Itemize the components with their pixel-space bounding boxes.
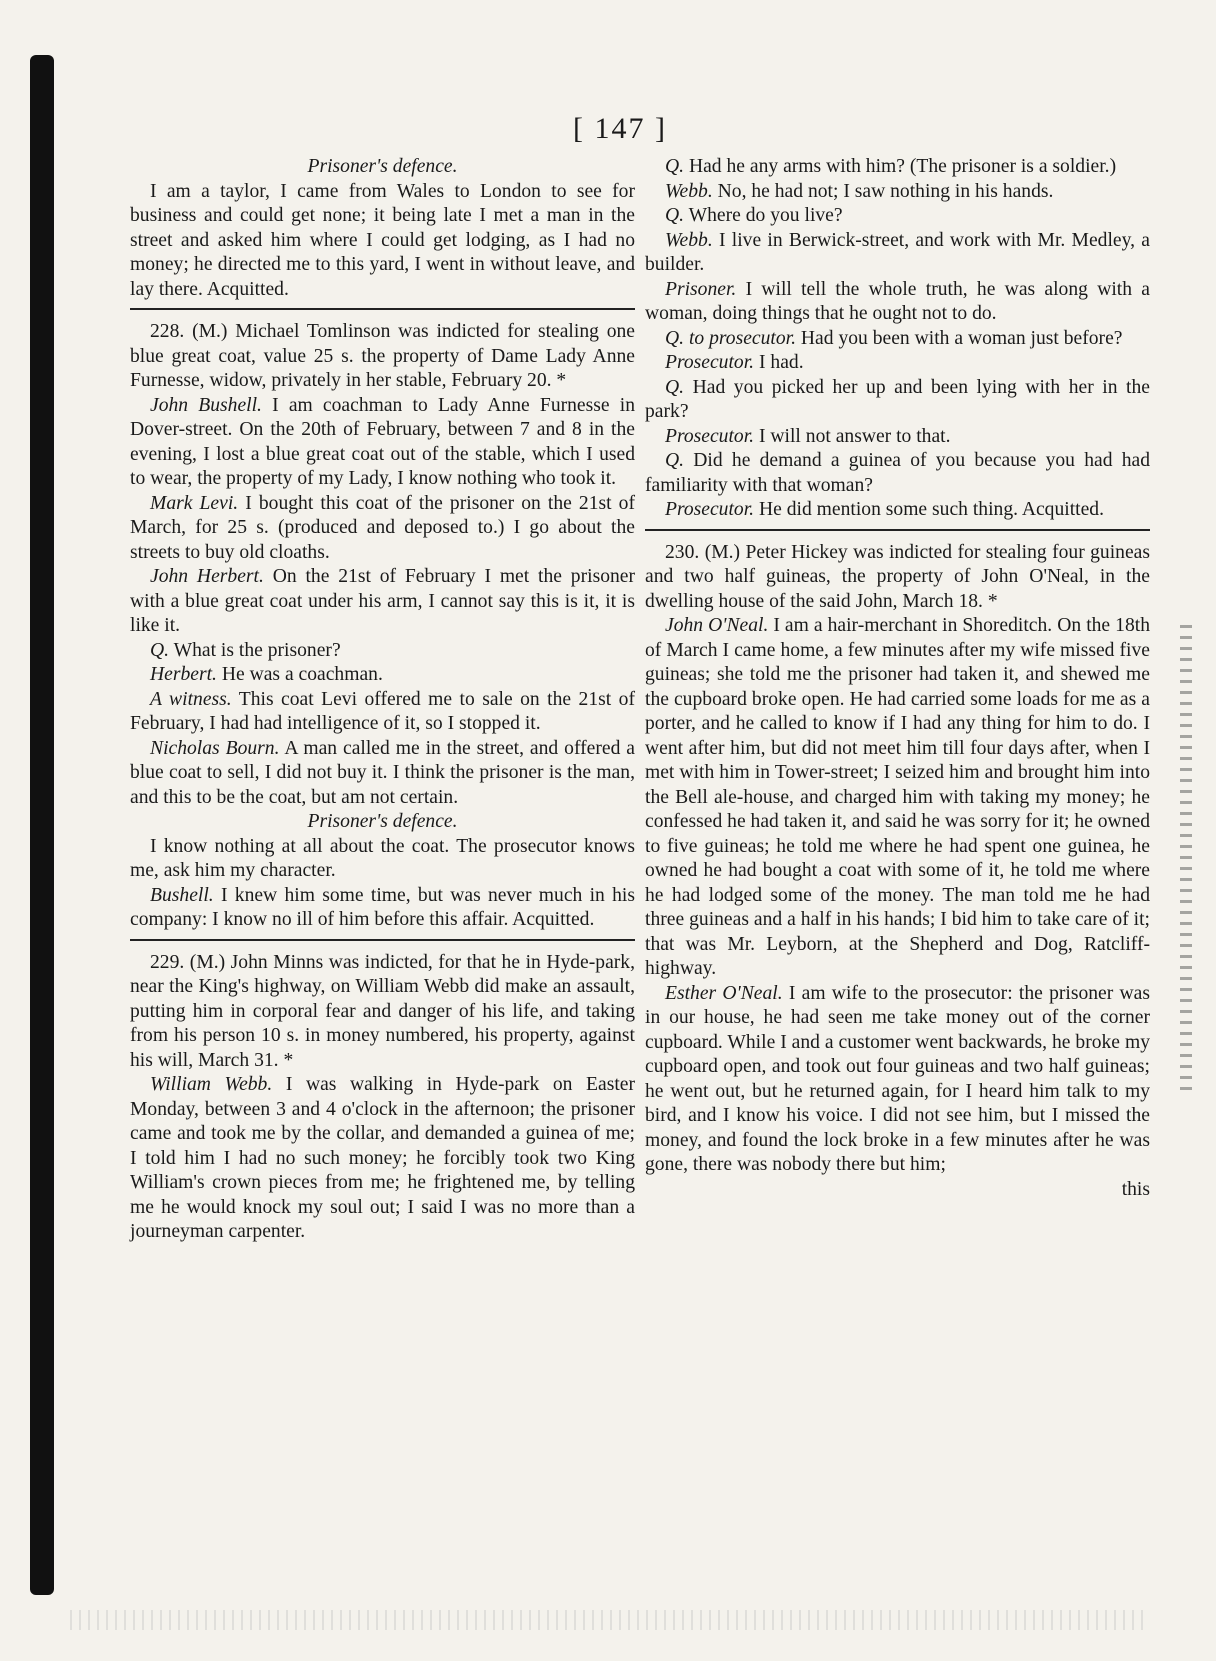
testimony-text: This coat Levi offered me to sale on the 21st of February, I had had intelligence of it, so I stopped it.: [130, 688, 635, 734]
testimony-paragraph: [130, 737, 635, 811]
testimony-paragraph: [645, 614, 1150, 982]
testimony-text: On the 21st of February I met the prisoner with a blue great coat under his arm, I cannot say this is it, it is like it.: [130, 566, 636, 636]
body-paragraph: I am a taylor, I came from Wales to London to see for business and could get none; it being late I met a man in the street and asked him where I could get lodging, as I had no money; he directed me to this yard, I went in without leave, and lay there. Acquitted.: [130, 180, 635, 300]
testimony-text: Where do you live?: [684, 205, 843, 226]
page-number: [ 147 ]: [573, 112, 667, 145]
speaker-name: Prosecutor.: [665, 352, 755, 373]
speaker-name: Herbert.: [150, 664, 217, 685]
testimony-paragraph: [130, 884, 635, 933]
testimony-text: I bought this coat of the prisoner on the 21st of March, for 25 s. (produced and deposed to.) I go about the streets to buy old cloaths.: [130, 492, 635, 563]
testimony-paragraph: [130, 492, 635, 566]
testimony-text: I was walking in Hyde-park on Easter Monday, between 3 and 4 o'clock in the afternoon; the prisoner came and took me by the collar, and demanded a guinea of me; I told him I had no such money; he forcibly took two King William's crown pieces from me; he frightened me, by telling me he would knock my soul out; I said I was no more than a journeyman carpenter.: [130, 1074, 636, 1242]
section-heading: Prisoner's defence.: [307, 811, 458, 832]
testimony-paragraph: [645, 204, 1150, 229]
section-divider: [130, 308, 635, 310]
speaker-name: A witness.: [150, 688, 232, 710]
testimony-paragraph: [645, 229, 1150, 278]
speaker-name: Prisoner.: [665, 278, 737, 300]
testimony-text: No, he had not; I saw nothing in his hands.: [712, 180, 1054, 202]
speaker-name: Webb.: [665, 229, 713, 251]
scan-artifact-right: [1180, 620, 1192, 1090]
testimony-paragraph: [130, 663, 635, 688]
body-paragraph: 230. (M.) Peter Hickey was indicted for stealing four guineas and two half guineas, the property of John O'Neal, in the dwelling house of the said John, March 18. *: [645, 541, 1150, 612]
testimony-text: I will tell the whole truth, he was along with a woman, doing things that he ought not to do.: [645, 278, 1150, 324]
testimony-paragraph: [645, 449, 1150, 498]
speaker-name: Q.: [150, 639, 170, 661]
section-divider: [645, 529, 1150, 531]
testimony-paragraph: [645, 327, 1150, 352]
testimony-text: I am a hair-merchant in Shoreditch. On the 18th of March I came home, a few minutes after my wife missed five guineas; she told me the prisoner had taken it, and shewed me the cupboard broke open. He had carried some loads for me as a porter, and he called to know if I had any thing for him to do. I went after him, but did not meet him till four days after, when I met with him in Tower-street; I seized him and brought him into the Bell ale-house, and charged him with taking my money; he confessed he had taken it, and said he was sorry for it; he owned to five guineas; he told me where he had spent one guinea, he owned he had bought a coat with some of it, he told me where he had lodged some of the money. The man told me he had three guineas and a half in his hands; I bid him to take care of it; that was Mr. Leyborn, at the Shepherd and Dog, Ratcliff-highway.: [645, 615, 1150, 979]
catchword: this: [1121, 1178, 1150, 1200]
testimony-paragraph: [130, 565, 635, 639]
testimony-paragraph: [130, 394, 635, 492]
testimony-text: What is the prisoner?: [169, 639, 341, 661]
testimony-text: I had.: [754, 352, 804, 373]
speaker-name: Q.: [665, 376, 685, 398]
testimony-paragraph: [645, 425, 1150, 450]
testimony-text: A man called me in the street, and offered a blue coat to sell, I did not buy it. I think the prisoner is the man, and this to be the coat, but am not certain.: [130, 737, 636, 808]
testimony-paragraph: [645, 376, 1150, 425]
testimony-text: Had you been with a woman just before?: [796, 327, 1123, 349]
speaker-name: Q. to prosecutor.: [665, 327, 796, 349]
speaker-name: Q.: [665, 156, 685, 177]
speaker-name: Mark Levi.: [150, 492, 239, 514]
speaker-name: Nicholas Bourn.: [150, 737, 280, 759]
testimony-paragraph: [130, 639, 635, 664]
testimony-text: I knew him some time, but was never much in his company: I know no ill of him before this affair. Acquitted.: [130, 884, 635, 930]
speaker-name: William Webb.: [150, 1074, 273, 1095]
testimony-text: Did he demand a guinea of you because you had had familiarity with that woman?: [645, 450, 1150, 496]
testimony-text: Had he any arms with him? (The prisoner is a soldier.): [684, 156, 1117, 177]
testimony-paragraph: [645, 351, 1150, 376]
scan-artifact-bottom: [70, 1610, 1150, 1630]
speaker-name: Q.: [665, 205, 685, 226]
testimony-text: I am wife to the prosecutor: the prisoner was in our house, he had seen me take money out of the corner cupboard. While I and a customer went backwards, he broke my cupboard open, and took out four guineas and two half guineas; he went out, but he returned again, for I heard him talk to my bird, and I know his voice. I did not see him, but I missed the money, and found the lock broke in a few minutes after he was gone, there was nobody there but him;: [645, 982, 1150, 1175]
speaker-name: Webb.: [665, 180, 713, 202]
testimony-text: I am coachman to Lady Anne Furnesse in Dover-street. On the 20th of February, between 7 and 8 in the evening, I lost a blue great coat out of the stable, which I used to wear, the property of my Lady, I know nothing who took it.: [130, 394, 635, 489]
section-heading: Prisoner's defence.: [307, 156, 458, 177]
testimony-paragraph: [130, 1073, 635, 1245]
speaker-name: Q.: [665, 450, 685, 471]
speaker-name: John Herbert.: [150, 566, 264, 587]
testimony-paragraph: [645, 180, 1150, 205]
testimony-paragraph: [130, 688, 635, 737]
left-column: [130, 155, 635, 1245]
speaker-name: Prosecutor.: [665, 499, 755, 520]
speaker-name: Bushell.: [150, 884, 214, 906]
testimony-paragraph: [645, 498, 1150, 523]
book-binding-edge: [30, 55, 54, 1595]
speaker-name: John O'Neal.: [665, 615, 769, 636]
body-paragraph: 228. (M.) Michael Tomlinson was indicted for stealing one blue great coat, value 25 s. the property of Dame Lady Anne Furnesse, widow, privately in her stable, February 20. *: [130, 321, 635, 391]
testimony-text: Had you picked her up and been lying with her in the park?: [645, 376, 1150, 422]
speaker-name: John Bushell.: [150, 394, 262, 416]
testimony-text: I live in Berwick-street, and work with Mr. Medley, a builder.: [645, 229, 1150, 275]
testimony-paragraph: [645, 982, 1150, 1178]
testimony-text: He did mention some such thing. Acquitted.: [754, 499, 1105, 520]
testimony-paragraph: [645, 155, 1150, 180]
body-paragraph: 229. (M.) John Minns was indicted, for that he in Hyde-park, near the King's highway, on William Webb did make an assault, putting him in corporal fear and danger of his life, and taking from his person 10 s. in money numbered, his property, against his will, March 31. *: [130, 951, 635, 1071]
testimony-text: He was a coachman.: [216, 664, 383, 685]
body-paragraph: I know nothing at all about the coat. The prosecutor knows me, ask him my character.: [130, 835, 635, 881]
speaker-name: Esther O'Neal.: [665, 982, 783, 1004]
speaker-name: Prosecutor.: [665, 425, 755, 447]
section-divider: [130, 939, 635, 941]
testimony-paragraph: [645, 278, 1150, 327]
right-column: [645, 155, 1150, 1202]
testimony-text: I will not answer to that.: [754, 425, 951, 447]
